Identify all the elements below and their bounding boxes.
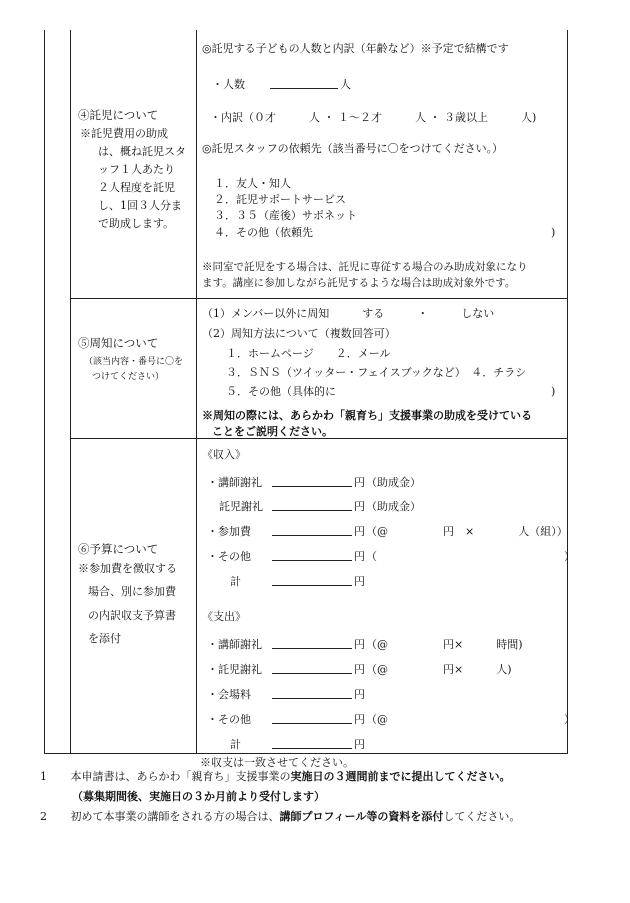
- publicity-options-row-1[interactable]: １．ホームページ ２．メール: [226, 347, 391, 360]
- table-border-right: [567, 30, 568, 753]
- childcare-option-2[interactable]: ２．託児サポートサービス: [214, 193, 346, 206]
- publicity-options-row-3[interactable]: ５．その他（具体的に: [226, 385, 336, 398]
- expense-unit-0: 円: [354, 638, 365, 651]
- publicity-options-row-2[interactable]: ３．ＳＮＳ（ツイッター・フェイスブックなど） ４．チラシ: [226, 366, 527, 379]
- childcare-question-staff: ◎託児スタッフの依頼先（該当番号に〇をつけてください。）: [202, 142, 504, 155]
- footer-number-1: 1: [40, 770, 47, 783]
- publicity-question-1: （1）メンバー以外に周知 する ・ しない: [202, 307, 495, 320]
- income-unit-0: 円: [354, 476, 365, 489]
- expense-label-0: ・講師謝礼: [207, 638, 262, 651]
- table-row-divider-2: [70, 438, 568, 439]
- expense-extra-3: （@ ）: [366, 713, 575, 726]
- publicity-options-close: ): [551, 385, 556, 398]
- budget-note-1: ※参加費を徴収する: [78, 562, 177, 575]
- table-row-divider-1: [70, 298, 568, 299]
- footer-line-2b: 講師プロフィール等の資料を添付: [279, 810, 444, 823]
- footer-note-2: [40, 810, 520, 824]
- childcare-count-field[interactable]: [270, 77, 338, 89]
- budget-title: ⑥予算について: [78, 542, 159, 556]
- income-extra-1: （助成金）: [366, 500, 421, 513]
- expense-extra-1: （@ 円× 人): [366, 663, 512, 676]
- publicity-subnote-1: （該当内容・番号に〇を: [84, 357, 184, 367]
- income-field-total[interactable]: [272, 574, 352, 586]
- income-extra-3: （ ）: [366, 550, 575, 563]
- table-divider-2: [196, 30, 197, 753]
- income-field-2[interactable]: [272, 524, 352, 536]
- childcare-option-4[interactable]: ４．その他（依頼先: [214, 226, 313, 239]
- childcare-notice-2: ます。講座に参加しながら託児するような場合は助成対象外です。: [202, 277, 516, 289]
- budget-expense-header: 《支出》: [202, 610, 246, 623]
- footer-line-1a: 本申請書は、あらかわ「親育ち」支援事業の: [70, 770, 291, 783]
- expense-label-3: ・その他: [207, 713, 251, 726]
- childcare-count-unit: 人: [340, 78, 351, 91]
- income-extra-0: （助成金）: [366, 476, 421, 489]
- footer-line-1-sub: （募集期間後、実施日の３か月前より受付します）: [72, 790, 325, 803]
- income-field-3[interactable]: [272, 549, 352, 561]
- publicity-title: ⑤周知について: [78, 336, 159, 350]
- expense-extra-0: （@ 円× 時間): [366, 638, 523, 651]
- expense-field-2[interactable]: [272, 687, 352, 699]
- footer-line-2c: してください。: [443, 810, 521, 823]
- expense-unit-1: 円: [354, 663, 365, 676]
- footer-line-2a: 初めて本事業の講師をされる方の場合は、: [70, 810, 280, 823]
- income-unit-3: 円: [354, 550, 365, 563]
- publicity-subnote-2: つけてください）: [92, 372, 165, 382]
- table-border-left: [44, 30, 45, 753]
- income-unit-total: 円: [354, 575, 365, 588]
- income-field-1[interactable]: [272, 499, 352, 511]
- expense-field-total[interactable]: [272, 737, 352, 749]
- childcare-option-1[interactable]: １．友人・知人: [214, 177, 291, 190]
- income-label-1: 託児謝礼: [219, 500, 263, 513]
- expense-unit-2: 円: [354, 688, 365, 701]
- income-unit-1: 円: [354, 500, 365, 513]
- expense-unit-total: 円: [354, 738, 365, 751]
- budget-note-2: 場合、別に参加費: [88, 585, 176, 598]
- budget-note-4: を添付: [88, 632, 121, 645]
- childcare-count-label: ・人数: [212, 78, 245, 91]
- income-unit-2: 円: [354, 525, 365, 538]
- income-label-total: 計: [230, 575, 241, 588]
- childcare-option-4-close: ): [551, 226, 556, 239]
- childcare-breakdown: ・内訳（０才 人 ・ １～２才 人 ・ ３歳以上 人): [210, 111, 537, 124]
- expense-label-total: 計: [230, 738, 241, 751]
- childcare-title: ④託児について: [78, 108, 159, 122]
- budget-note-3: の内訳収支予算書: [88, 609, 176, 622]
- table-divider-1: [70, 30, 71, 753]
- income-label-2: ・参加費: [207, 525, 251, 538]
- budget-notice: ※収支は一致させてください。: [200, 756, 354, 769]
- publicity-question-2: （2）周知方法について（複数回答可）: [202, 327, 396, 340]
- expense-label-1: ・託児謝礼: [207, 663, 262, 676]
- expense-unit-3: 円: [354, 713, 365, 726]
- footer-number-2: 2: [40, 810, 47, 823]
- childcare-question-count: ◎託児する子どもの人数と内訳（年齢など）※予定で結構です: [202, 42, 509, 55]
- income-extra-2: （@ 円 × 人（組））: [366, 525, 568, 538]
- footer-line-1b: 実施日の３週間前までに提出してください。: [290, 770, 511, 783]
- table-border-bottom: [44, 753, 568, 754]
- expense-label-2: ・会場料: [207, 688, 251, 701]
- childcare-notice-1: ※同室で託児をする場合は、託児に専従する場合のみ助成対象になり: [202, 261, 528, 273]
- expense-field-1[interactable]: [272, 662, 352, 674]
- publicity-notice-2: ことをご説明ください。: [212, 425, 333, 438]
- income-label-0: ・講師謝礼: [207, 476, 262, 489]
- expense-field-0[interactable]: [272, 637, 352, 649]
- income-field-0[interactable]: [272, 475, 352, 487]
- income-label-3: ・その他: [207, 550, 251, 563]
- footer-note-1: [40, 770, 511, 784]
- budget-income-header: 《収入》: [202, 448, 246, 461]
- childcare-option-3[interactable]: ３．３５（産後）サポネット: [214, 209, 357, 222]
- publicity-notice-1: ※周知の際には、あらかわ「親育ち」支援事業の助成を受けている: [202, 409, 532, 422]
- expense-field-3[interactable]: [272, 712, 352, 724]
